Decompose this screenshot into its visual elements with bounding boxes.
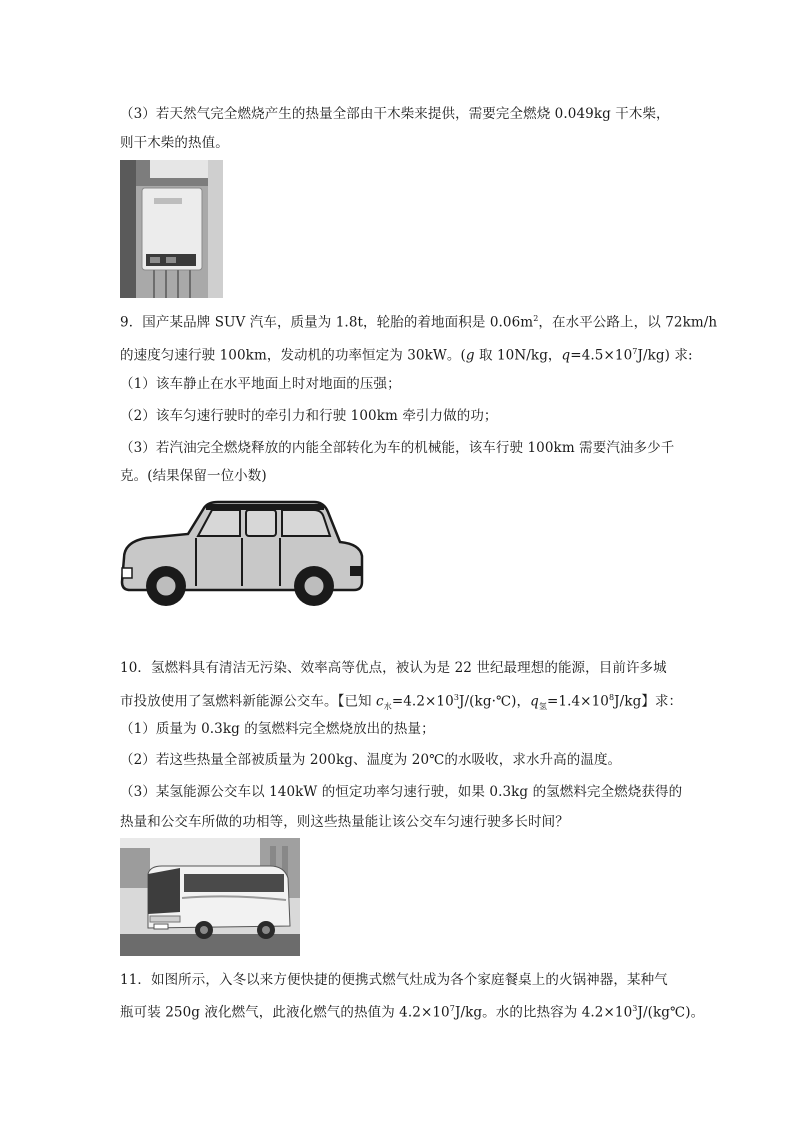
q10-part3-line1: （3）某氢能源公交车以 140kW 的恒定功率匀速行驶，如果 0.3kg 的氢燃料完全燃烧获得的 [120, 784, 683, 800]
q10-q-exponent: 8 [608, 693, 615, 702]
q11-line2-text: 瓶可装 250g 液化燃气，此液化燃气的热值为 4.2×10 [120, 1004, 450, 1021]
q10-number: 10． [120, 660, 151, 676]
q10-line1 [120, 658, 667, 678]
q10-part1: （1）质量为 0.3kg 的氢燃料完全燃烧放出的热量； [120, 721, 435, 737]
q8-part3-line2: 则干木柴的热值。 [120, 135, 229, 151]
q9-q-symbol: q [561, 347, 571, 364]
q11-line2 [120, 999, 704, 1023]
q11-line2-text-c: J/(kg℃)。 [637, 1004, 705, 1021]
q9-text-cont: ，在水平公路上，以 72km/h [538, 314, 718, 331]
car-illustration [118, 498, 368, 608]
q8-part3-line1: （3）若天然气完全燃烧产生的热量全部由干木柴来提供，需要完全燃烧 0.049kg 干木柴， [120, 106, 670, 122]
q9-line2-text-b: 取 10N/kg， [474, 347, 562, 364]
q10-part2: （2）若这些热量全部被质量为 200kg、温度为 20℃的水吸收，求水升高的温度。 [120, 752, 622, 768]
q9-part2: （2）该车匀速行驶时的牵引力和行驶 100km 牵引力做的功； [120, 408, 498, 424]
q11-line2-text-b: J/kg。水的比热容为 4.2×10 [454, 1004, 633, 1021]
q11-line1 [120, 970, 668, 990]
q10-c-exponent: 3 [453, 693, 460, 702]
q11-heat-value-exponent: 7 [449, 1004, 455, 1013]
q9-part3-line2: 克。(结果保留一位小数) [120, 468, 267, 484]
q11-specific-heat-exponent: 3 [632, 1004, 638, 1013]
q9-part3-line1: （3）若汽油完全燃烧释放的内能全部转化为车的机械能，该车行驶 100km 需要汽油多少千 [120, 440, 675, 456]
q10-line2 [120, 688, 682, 717]
q10-q-symbol: q [530, 693, 539, 710]
q9-line2-text-c: =4.5×10 [570, 347, 633, 364]
q9-line2-text-d: J/kg) 求: [637, 347, 693, 364]
q10-text: 氢燃料具有清洁无污染、效率高等优点，被认为是 22 世纪最理想的能源，目前许多城 [150, 660, 667, 676]
q10-line2-text-e: J/kg】求： [614, 693, 683, 710]
q11-text: 如图所示，入冬以来方便快捷的便携式燃气灶成为各个家庭餐桌上的火锅神器，某种气 [150, 972, 668, 988]
water-heater-photo [120, 160, 223, 298]
q10-line2-text-d: =1.4×10 [546, 693, 609, 710]
q10-line2-text: 市投放使用了氢燃料新能源公交车。【已知 [120, 693, 377, 710]
q10-c-symbol: c [376, 693, 384, 710]
q9-line1 [120, 309, 717, 333]
q11-number: 11． [120, 972, 151, 988]
q9-q-exponent: 7 [632, 347, 638, 356]
q10-part3-line2: 热量和公交车所做的功相等，则这些热量能让该公交车匀速行驶多长时间？ [120, 814, 569, 830]
q9-line2 [120, 342, 693, 366]
q9-text: 国产某品牌 SUV 汽车，质量为 1.8t，轮胎的着地面积是 0.06m [142, 314, 534, 331]
bus-photo [120, 838, 300, 956]
q10-line2-text-c: J/(kg·℃)， [459, 693, 531, 710]
q10-line2-text-b: =4.2×10 [391, 693, 454, 710]
q10-water-subscript: 水 [383, 702, 392, 712]
q9-number: 9． [120, 314, 143, 331]
q9-part1: （1）该车静止在水平地面上时对地面的压强； [120, 376, 401, 392]
q9-line2-text: 的速度匀速行驶 100km，发动机的功率恒定为 30kW。( [120, 347, 466, 364]
q9-area-exponent: 2 [533, 314, 539, 323]
q10-hydrogen-subscript: 氢 [538, 702, 547, 712]
q9-g-symbol: g [465, 347, 475, 364]
